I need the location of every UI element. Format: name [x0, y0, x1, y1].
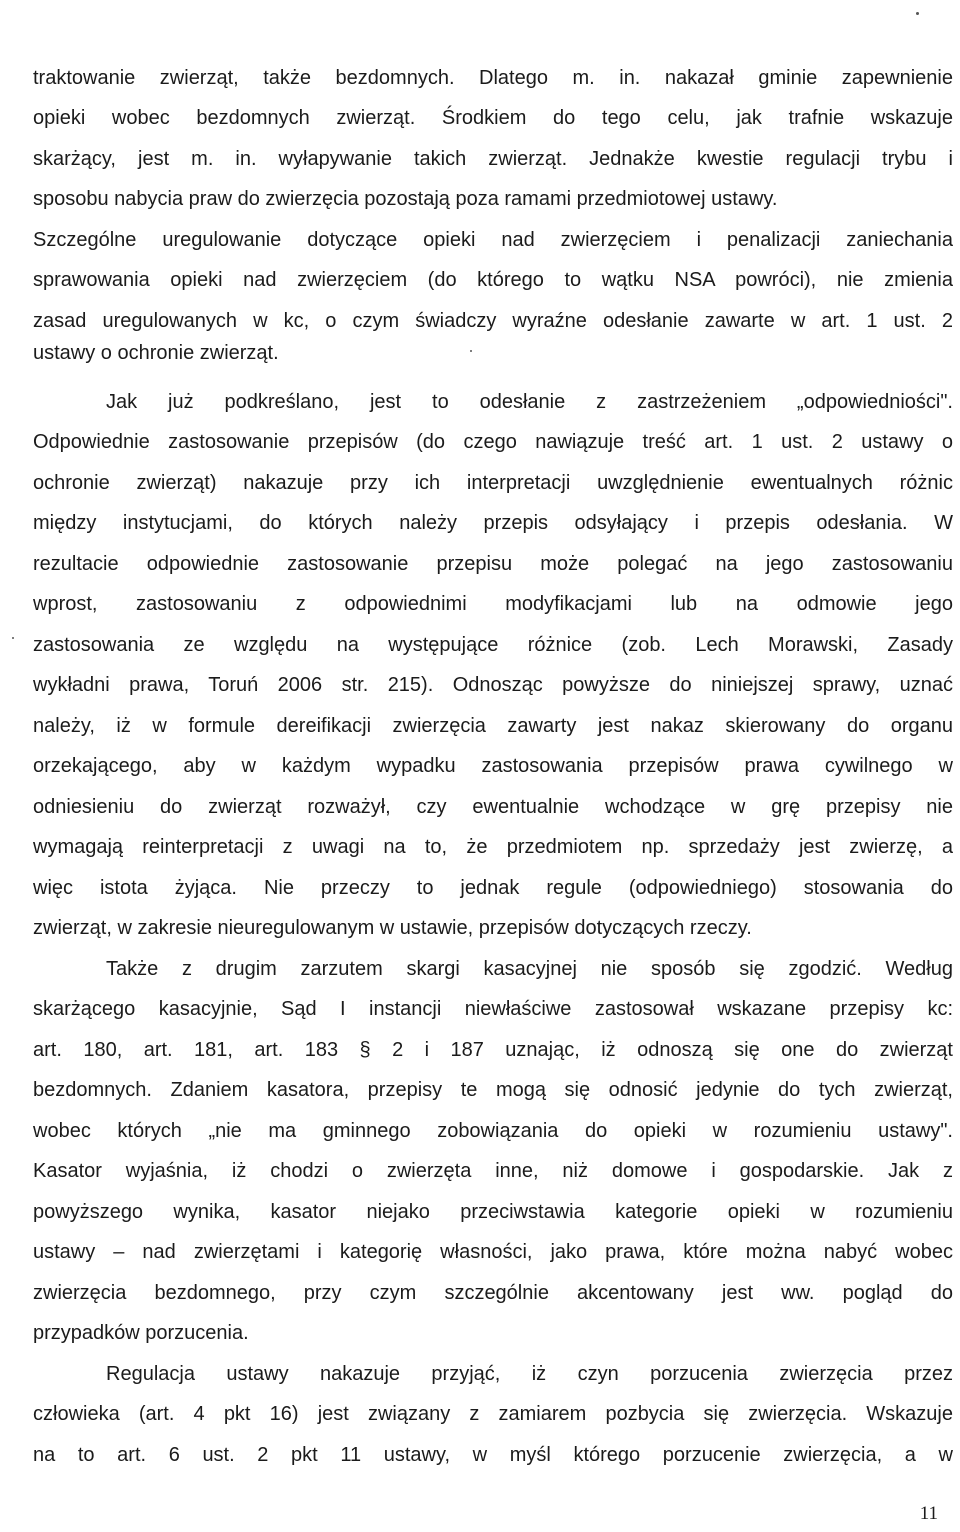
text-line: ustawy o ochronie zwierząt.: [33, 342, 279, 364]
text-line: traktowanie zwierząt, także bezdomnych. Dlatego m. in. nakazał gminie zapewnienie: [33, 67, 953, 89]
text-line: Kasator wyjaśnia, iż chodzi o zwierzęta inne, niż domowe i gospodarskie. Jak z: [33, 1160, 953, 1182]
text-line: wobec których „nie ma gminnego zobowiązania do opieki w rozumieniu ustawy".: [33, 1120, 953, 1142]
text-line: odniesieniu do zwierząt rozważył, czy ewentualnie wchodzące w grę przepisy nie: [33, 796, 953, 818]
scan-speck: [916, 12, 919, 15]
page-number: 11: [919, 1503, 938, 1524]
text-line: zastosowania ze względu na występujące różnice (zob. Lech Morawski, Zasady: [33, 634, 953, 656]
text-line: więc istota żyjąca. Nie przeczy to jednak regule (odpowiedniego) stosowania do: [33, 877, 953, 899]
text-line: powyższego wynika, kasator niejako przeciwstawia kategorie opieki w rozumieniu: [33, 1201, 953, 1223]
text-line: orzekającego, aby w każdym wypadku zastosowania przepisów prawa cywilnego w: [33, 755, 953, 777]
text-line: sposobu nabycia praw do zwierzęcia pozostają poza ramami przedmiotowej ustawy.: [33, 188, 778, 210]
text-line: zwierzęcia bezdomnego, przy czym szczególnie akcentowany jest ww. pogląd do: [33, 1282, 953, 1304]
text-line: skarżącego kasacyjnie, Sąd I instancji niewłaściwe zastosował wskazane przepisy kc:: [33, 998, 953, 1020]
text-line: ochronie zwierząt) nakazuje przy ich interpretacji uwzględnienie ewentualnych różnic: [33, 472, 953, 494]
text-line: skarżący, jest m. in. wyłapywanie takich zwierząt. Jednakże kwestie regulacji trybu i: [33, 148, 953, 170]
text-line: Także z drugim zarzutem skargi kasacyjnej nie sposób się zgodzić. Według: [106, 958, 953, 980]
text-line: zwierząt, w zakresie nieuregulowanym w ustawie, przepisów dotyczących rzeczy.: [33, 917, 752, 939]
text-line: Jak już podkreślano, jest to odesłanie z zastrzeżeniem „odpowiedniości".: [106, 391, 953, 413]
text-line: na to art. 6 ust. 2 pkt 11 ustawy, w myśl którego porzucenie zwierzęcia, a w: [33, 1444, 953, 1466]
text-line: ustawy – nad zwierzętami i kategorię własności, jako prawa, które można nabyć wobec: [33, 1241, 953, 1263]
text-line: przypadków porzucenia.: [33, 1322, 249, 1344]
text-line: wprost, zastosowaniu z odpowiednimi modyfikacjami lub na odmowie jego: [33, 593, 953, 615]
text-line: sprawowania opieki nad zwierzęciem (do którego to wątku NSA powróci), nie zmienia: [33, 269, 953, 291]
text-line: wymagają reinterpretacji z uwagi na to, że przedmiotem np. sprzedaży jest zwierzę, a: [33, 836, 953, 858]
text-line: Szczególne uregulowanie dotyczące opieki nad zwierzęciem i penalizacji zaniechania: [33, 229, 953, 251]
text-line: rezultacie odpowiednie zastosowanie przepisu może polegać na jego zastosowaniu: [33, 553, 953, 575]
text-line: bezdomnych. Zdaniem kasatora, przepisy te mogą się odnosić jedynie do tych zwierząt,: [33, 1079, 953, 1101]
text-line: należy, iż w formule dereifikacji zwierzęcia zawarty jest nakaz skierowany do organu: [33, 715, 953, 737]
text-line: art. 180, art. 181, art. 183 § 2 i 187 uznając, iż odnoszą się one do zwierząt: [33, 1039, 953, 1061]
text-line: Regulacja ustawy nakazuje przyjąć, iż czyn porzucenia zwierzęcia przez: [106, 1363, 953, 1385]
text-line: Odpowiednie zastosowanie przepisów (do czego nawiązuje treść art. 1 ust. 2 ustawy o: [33, 431, 953, 453]
text-line: między instytucjami, do których należy przepis odsyłający i przepis odesłania. W: [33, 512, 953, 534]
text-line: człowieka (art. 4 pkt 16) jest związany z zamiarem pozbycia się zwierzęcia. Wskazuje: [33, 1403, 953, 1425]
text-line: wykładni prawa, Toruń 2006 str. 215). Odnosząc powyższe do niniejszej sprawy, uznać: [33, 674, 953, 696]
text-line: opieki wobec bezdomnych zwierząt. Środkiem do tego celu, jak trafnie wskazuje: [33, 107, 953, 129]
text-line: zasad uregulowanych w kc, o czym świadczy wyraźne odesłanie zawarte w art. 1 ust. 2: [33, 310, 953, 332]
scan-speck: [12, 637, 14, 639]
